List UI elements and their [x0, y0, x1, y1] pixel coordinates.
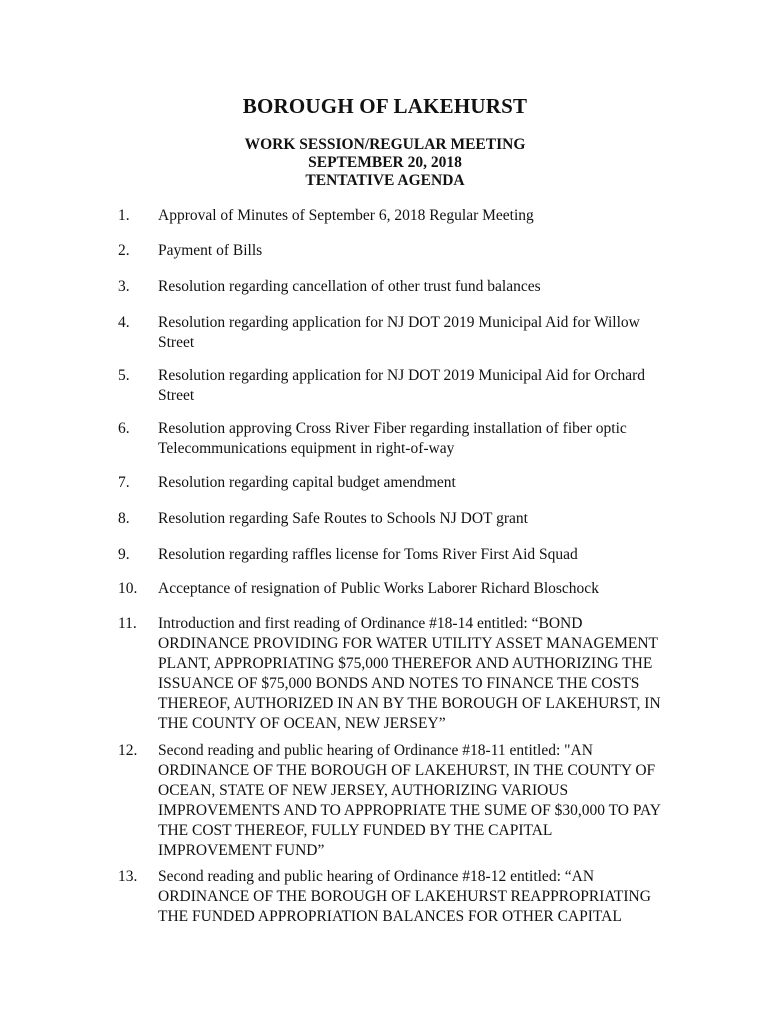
- agenda-item-text: [158, 241, 678, 261]
- agenda-item-line: ORDINANCE OF THE BOROUGH OF LAKEHURST REAPPROPRIATING: [158, 888, 651, 905]
- agenda-item-line: PLANT, APPROPRIATING $75,000 THEREFOR AND AUTHORIZING THE: [158, 655, 653, 672]
- agenda-item-number: 8.: [118, 510, 130, 527]
- agenda-item-line: OCEAN, STATE OF NEW JERSEY, AUTHORIZING VARIOUS: [158, 782, 569, 799]
- agenda-heading: TENTATIVE AGENDA: [305, 172, 465, 189]
- agenda-item-text: [158, 867, 678, 927]
- agenda-item-line: THE COUNTY OF OCEAN, NEW JERSEY”: [158, 715, 446, 732]
- agenda-item-number: 3.: [118, 278, 130, 295]
- agenda-item-line: ORDINANCE OF THE BOROUGH OF LAKEHURST, IN THE COUNTY OF: [158, 762, 656, 779]
- agenda-item-number: 10.: [118, 580, 138, 597]
- agenda-item-text: [158, 473, 678, 493]
- agenda-item-line: THE COST THEREOF, FULLY FUNDED BY THE CAPITAL: [158, 822, 553, 839]
- agenda-item-number: 12.: [118, 742, 138, 759]
- agenda-item-line: Resolution regarding raffles license for Toms River First Aid Squad: [158, 546, 578, 563]
- agenda-item-line: THE FUNDED APPROPRIATION BALANCES FOR OTHER CAPITAL: [158, 908, 622, 925]
- agenda-item-line: Resolution regarding application for NJ DOT 2019 Municipal Aid for Willow: [158, 314, 640, 331]
- agenda-item-number: 6.: [118, 420, 130, 437]
- agenda-item-line: ORDINANCE PROVIDING FOR WATER UTILITY ASSET MANAGEMENT: [158, 635, 659, 652]
- agenda-item-text: [158, 419, 678, 459]
- agenda-item-number: 5.: [118, 367, 130, 384]
- agenda-item-line: Resolution approving Cross River Fiber regarding installation of fiber optic: [158, 420, 627, 437]
- agenda-item-line: Second reading and public hearing of Ordinance #18-11 entitled: "AN: [158, 742, 593, 759]
- agenda-item-text: [158, 741, 678, 861]
- agenda-item-line: Resolution regarding capital budget amendment: [158, 474, 456, 491]
- agenda-item-text: [158, 277, 678, 297]
- agenda-item-number: 2.: [118, 242, 130, 259]
- agenda-item-text: [158, 579, 678, 599]
- agenda-item-line: Second reading and public hearing of Ordinance #18-12 entitled: “AN: [158, 868, 595, 885]
- agenda-item-number: 13.: [118, 868, 138, 885]
- agenda-item-text: [158, 509, 678, 529]
- agenda-item-text: [158, 206, 678, 226]
- agenda-item-line: Acceptance of resignation of Public Works Laborer Richard Bloschock: [158, 580, 599, 597]
- agenda-item-line: Resolution regarding Safe Routes to Schools NJ DOT grant: [158, 510, 528, 527]
- agenda-item-line: ISSUANCE OF $75,000 BONDS AND NOTES TO FINANCE THE COSTS: [158, 675, 640, 692]
- agenda-item-line: Street: [158, 334, 195, 351]
- agenda-item-text: [158, 313, 678, 353]
- agenda-item-line: Telecommunications equipment in right-of-way: [158, 440, 455, 457]
- agenda-item-number: 1.: [118, 207, 130, 224]
- document-title: BOROUGH OF LAKEHURST: [242, 94, 528, 118]
- agenda-item-text: [158, 545, 678, 565]
- agenda-item-number: 4.: [118, 314, 130, 331]
- agenda-item-line: Resolution regarding application for NJ DOT 2019 Municipal Aid for Orchard: [158, 367, 646, 384]
- agenda-item-number: 9.: [118, 546, 130, 563]
- agenda-item-line: IMPROVEMENTS AND TO APPROPRIATE THE SUME OF $30,000 TO PAY: [158, 802, 662, 819]
- agenda-item-line: IMPROVEMENT FUND”: [158, 842, 325, 859]
- meeting-date: SEPTEMBER 20, 2018: [308, 154, 462, 171]
- agenda-item-line: Resolution regarding cancellation of other trust fund balances: [158, 278, 541, 295]
- agenda-item-line: Approval of Minutes of September 6, 2018 Regular Meeting: [158, 207, 534, 224]
- meeting-type: WORK SESSION/REGULAR MEETING: [244, 136, 526, 153]
- agenda-item-line: Introduction and first reading of Ordinance #18-14 entitled: “BOND: [158, 615, 583, 632]
- agenda-item-number: 11.: [118, 615, 137, 632]
- agenda-item-line: Street: [158, 387, 195, 404]
- agenda-item-text: [158, 614, 678, 734]
- agenda-item-line: THEREOF, AUTHORIZED IN AN BY THE BOROUGH OF LAKEHURST, IN: [158, 695, 661, 712]
- agenda-item-text: [158, 366, 678, 406]
- agenda-item-line: Payment of Bills: [158, 242, 263, 259]
- agenda-item-number: 7.: [118, 474, 130, 491]
